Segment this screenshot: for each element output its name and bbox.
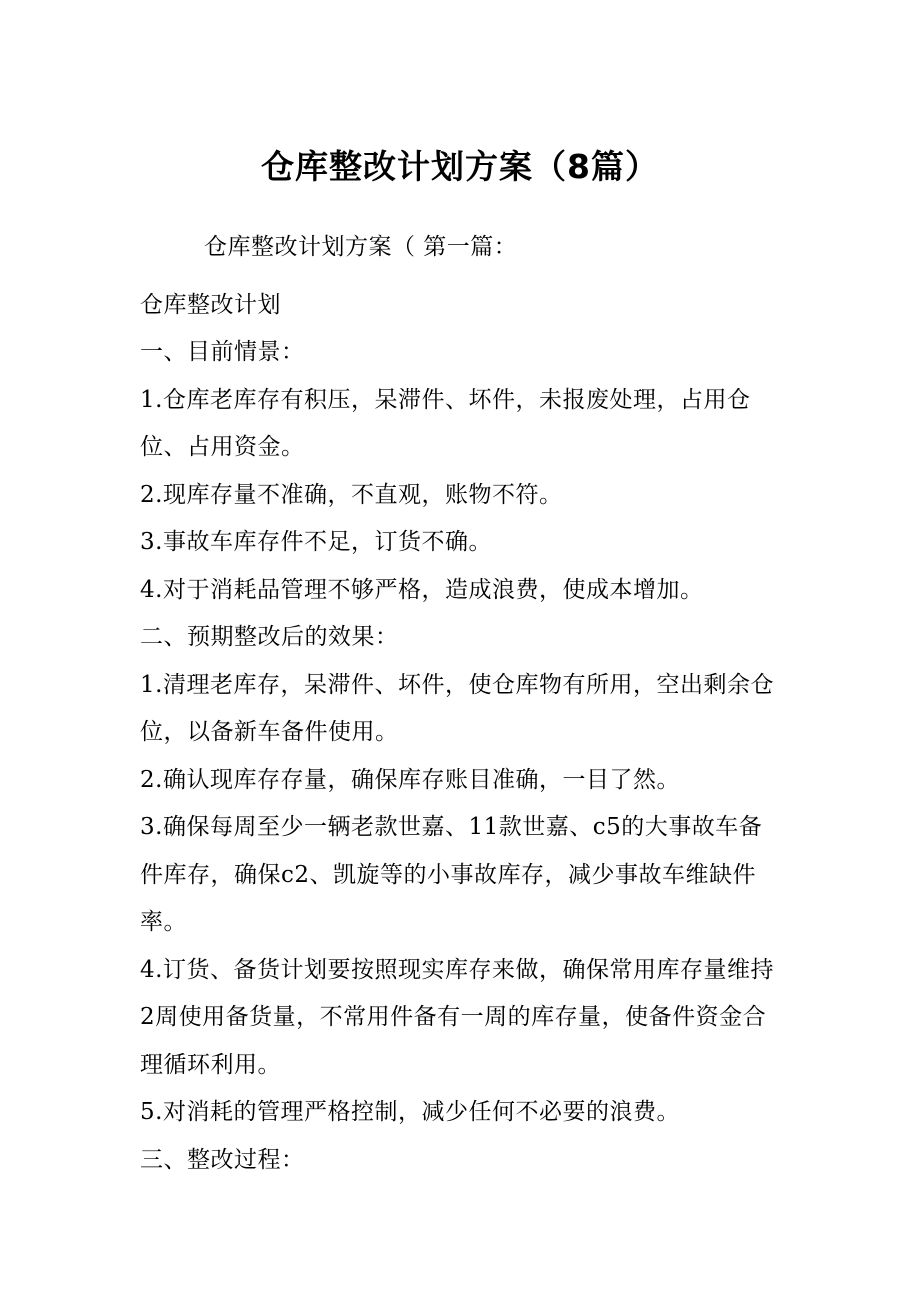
document-title: 仓库整改计划方案（8篇） xyxy=(261,147,659,186)
section-heading-process: 三、整改过程： xyxy=(140,1146,305,1173)
section-heading-current-situation: 一、目前情景： xyxy=(140,339,305,365)
paragraph-item: 1.仓库老库存有积压，呆滞件、坏件，未报废处理，占用仓位、占用资金。 xyxy=(140,386,751,460)
document-body xyxy=(140,224,785,1184)
paragraph-item: 2.现库存量不准确，不直观，账物不符。 xyxy=(140,481,563,508)
section-heading-expected-effect: 二、预期整改后的效果： xyxy=(140,624,399,650)
paragraph-item: 4.订货、备货计划要按照现实库存来做，确保常用库存量维持2周使用备货量，不常用件备有一周的库存量，使备件资金合理循环利用。 xyxy=(140,956,774,1078)
paragraph-item: 1.清理老库存，呆滞件、坏件，使仓库物有所用，空出剩余仓位，以备新车备件使用。 xyxy=(140,671,774,745)
section-heading-first: 仓库整改计划方案（ 第一篇： xyxy=(204,234,518,260)
paragraph-item: 2.确认现库存存量，确保库存账目准确，一目了然。 xyxy=(140,766,680,793)
paragraph-item: 5.对消耗的管理严格控制，减少任何不必要的浪费。 xyxy=(140,1099,680,1125)
paragraph-item: 3.事故车库存件不足，订货不确。 xyxy=(140,529,492,555)
plan-title: 仓库整改计划 xyxy=(140,291,281,318)
paragraph-item: 3.确保每周至少一辆老款世嘉、11款世嘉、c5的大事故车备件库存，确保c2、凯旋等的小事故库存，减少事故车维缺件率。 xyxy=(140,814,763,935)
paragraph-item: 4.对于消耗品管理不够严格，造成浪费，使成本增加。 xyxy=(140,576,704,603)
